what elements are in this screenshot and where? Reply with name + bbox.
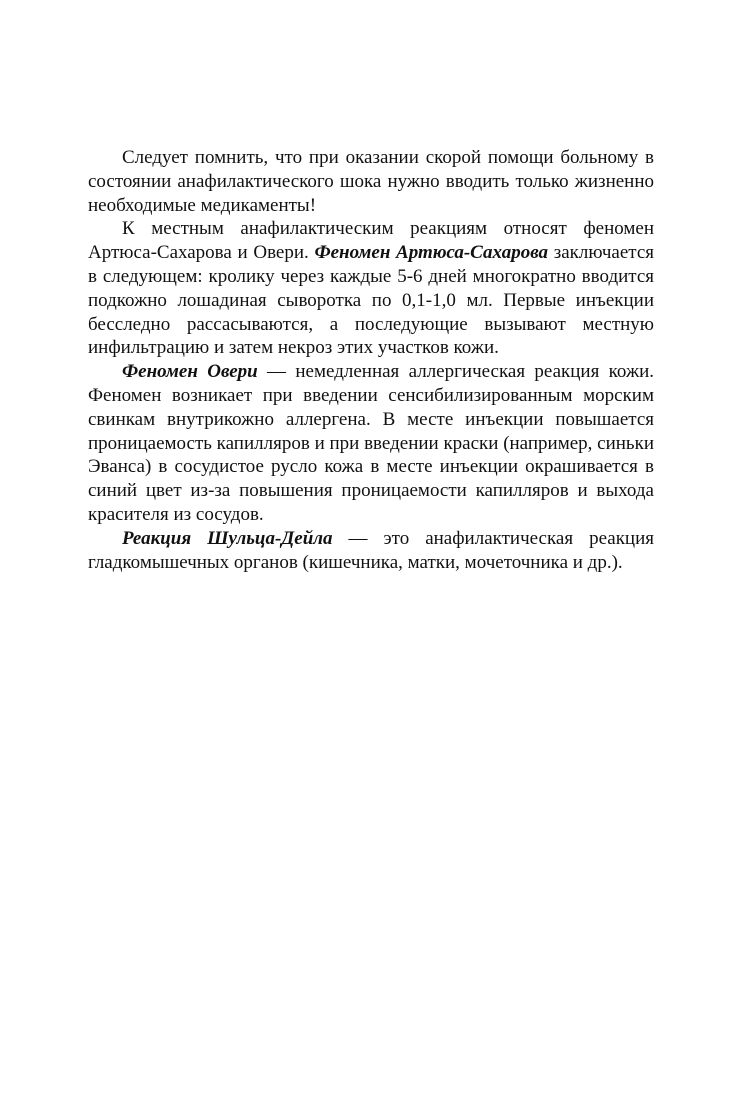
paragraph-text: К местным анафилактическим реакциям относят феномен Артюса-Сахарова и Овери.: [88, 218, 654, 264]
paragraph-arthus-phenomenon: [88, 217, 654, 360]
document-page: [88, 146, 654, 574]
paragraph-schultz-dale-reaction: [88, 527, 654, 575]
term-schultz-dale: Реакция Шульца-Дейла: [122, 527, 333, 549]
paragraph-text: — немедленная аллергическая реакция кожи. Феномен возникает при введении сенсибилизированным морским свинкам внутрикожно аллергена. В месте инъекции повышается проницаемость капилляров и при введении краски (например, синьки Эванса) в сосудистое русло кожа в месте инъекции окрашивается в синий цвет из-за повышения проницаемости капилляров и выхода красителя из сосудов.: [88, 361, 654, 525]
paragraph-text: Следует помнить, что при оказании скорой помощи больному в состоянии анафилактического шока нужно вводить только жизненно необходимые медикаменты!: [88, 147, 654, 216]
paragraph-overy-phenomenon: [88, 360, 654, 527]
paragraph-text: — это анафилактическая реакция гладкомышечных органов (кишечника, матки, мочеточника и др.).: [88, 527, 654, 573]
term-arthus-sakharov: Феномен Артюса-Сахарова: [314, 242, 549, 264]
paragraph-anaphylactic-shock-note: [88, 146, 654, 217]
paragraph-text: заключается в следующем: кролику через каждые 5-6 дней многократно вводится подкожно лошадиная сыворотка по 0,1-1,0 мл. Первые инъекции бесследно рассасываются, а последующие вызывают местную инфильтрацию и затем некроз этих участков кожи.: [88, 242, 654, 359]
term-overy: Феномен Овери: [122, 361, 258, 383]
